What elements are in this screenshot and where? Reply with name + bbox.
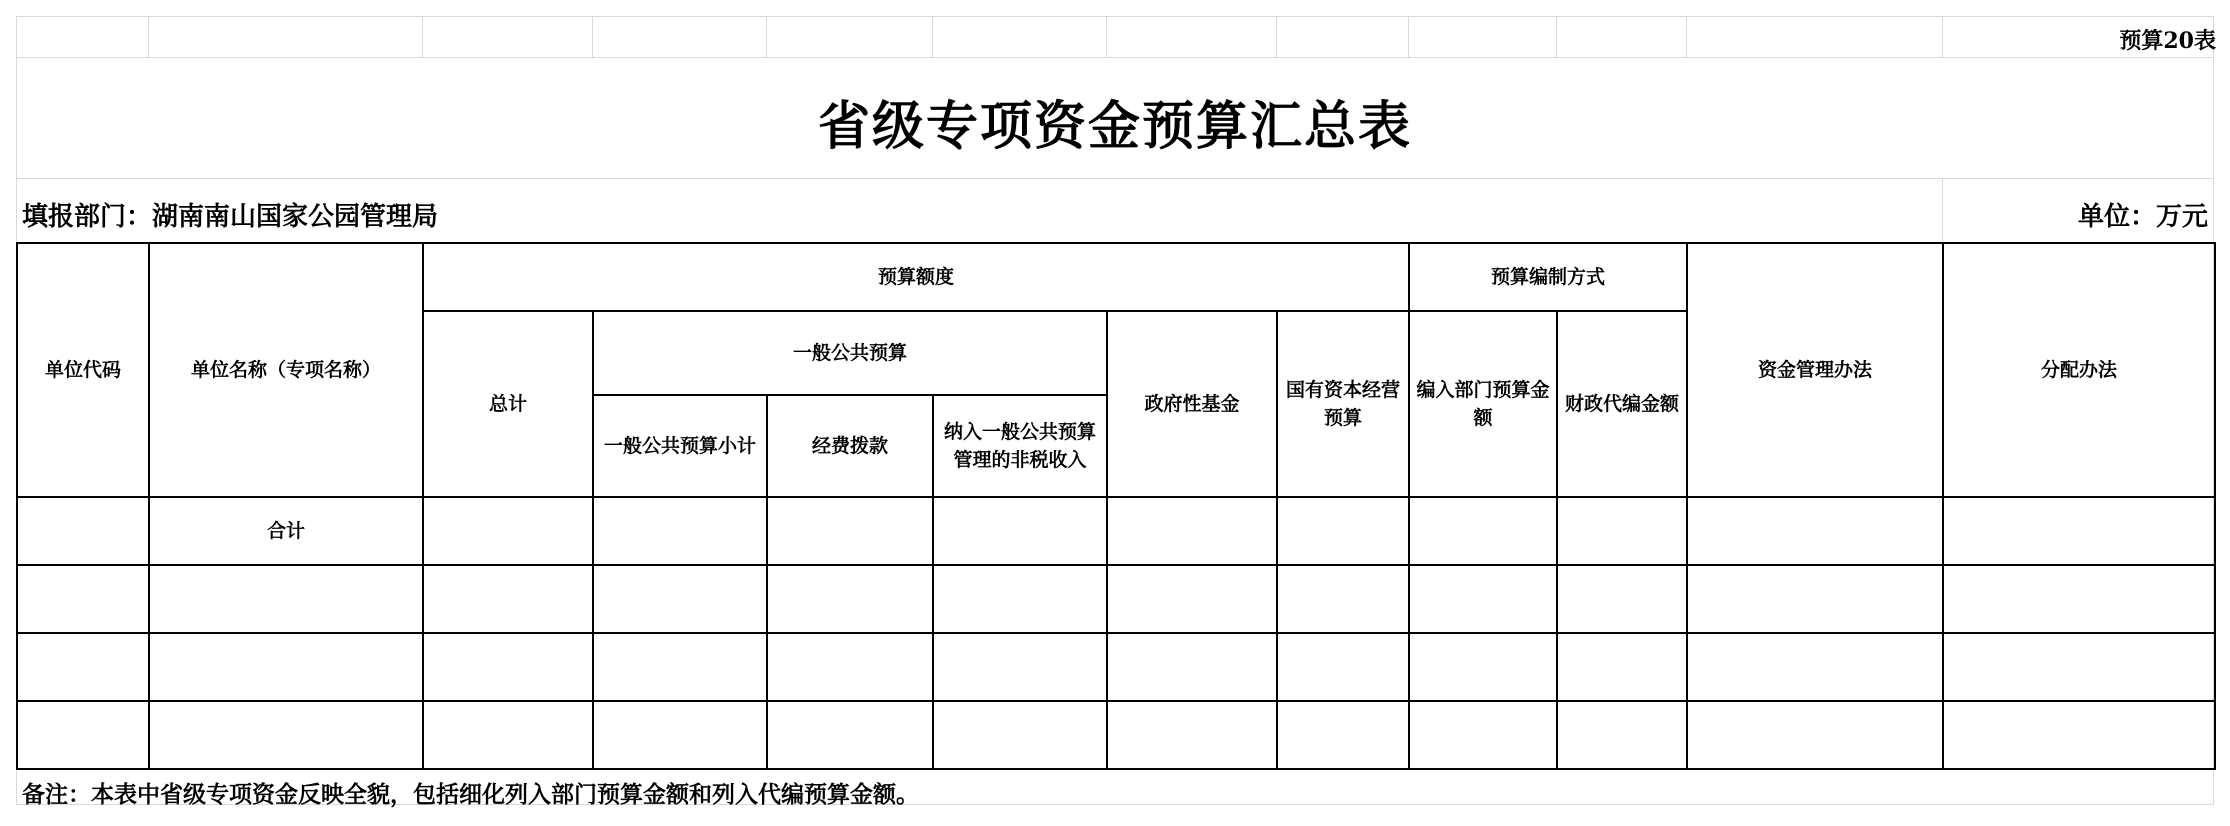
gridline: [16, 178, 2214, 179]
cell-dept-budget-amount[interactable]: [1409, 633, 1557, 701]
budget-summary-table: [16, 242, 2216, 770]
cell-funding-allocation[interactable]: [767, 633, 933, 701]
cell-total[interactable]: [423, 497, 593, 565]
cell-fund-management[interactable]: [1687, 701, 1943, 769]
cell-funding-allocation[interactable]: [767, 701, 933, 769]
cell-government-fund[interactable]: [1107, 701, 1277, 769]
table-row: [17, 565, 2215, 633]
gridline: [1556, 16, 1557, 57]
form-number: 预算20表: [2119, 28, 2216, 54]
cell-funding-allocation[interactable]: [767, 497, 933, 565]
cell-state-capital-budget[interactable]: [1277, 565, 1409, 633]
cell-finance-agency-amount[interactable]: [1557, 497, 1687, 565]
cell-total[interactable]: [423, 565, 593, 633]
gridline: [16, 57, 2214, 58]
gridline: [422, 16, 423, 57]
cell-unit-name[interactable]: [149, 565, 423, 633]
unit-label: 单位：万元: [2077, 202, 2208, 232]
cell-total[interactable]: [423, 701, 593, 769]
gridline: [766, 16, 767, 57]
cell-finance-agency-amount[interactable]: [1557, 701, 1687, 769]
cell-state-capital-budget[interactable]: [1277, 633, 1409, 701]
header-budget-method: 预算编制方式: [1409, 243, 1687, 311]
cell-allocation-method[interactable]: [1943, 565, 2215, 633]
gridline: [592, 16, 593, 57]
cell-allocation-method[interactable]: [1943, 633, 2215, 701]
header-allocation-method: 分配办法: [1943, 243, 2215, 497]
page-title: 省级专项资金预算汇总表: [817, 96, 1412, 157]
gridline: [932, 16, 933, 57]
gridline: [1942, 16, 1943, 57]
cell-unit-name[interactable]: 合计: [149, 497, 423, 565]
gridline: [1686, 16, 1687, 57]
cell-unit-code[interactable]: [17, 633, 149, 701]
cell-gpb-subtotal[interactable]: [593, 497, 767, 565]
header-unit-name: 单位名称（专项名称）: [149, 243, 423, 497]
header-unit-code: 单位代码: [17, 243, 149, 497]
header-dept-budget-amount: 编入部门预算金额: [1409, 311, 1557, 497]
header-row: [17, 243, 2215, 311]
cell-nontax-income[interactable]: [933, 497, 1107, 565]
cell-gpb-subtotal[interactable]: [593, 633, 767, 701]
cell-dept-budget-amount[interactable]: [1409, 701, 1557, 769]
cell-unit-code[interactable]: [17, 701, 149, 769]
gridline: [1408, 16, 1409, 57]
header-finance-agency-amount: 财政代编金额: [1557, 311, 1687, 497]
cell-gpb-subtotal[interactable]: [593, 565, 767, 633]
cell-dept-budget-amount[interactable]: [1409, 497, 1557, 565]
cell-fund-management[interactable]: [1687, 497, 1943, 565]
cell-gpb-subtotal[interactable]: [593, 701, 767, 769]
gridline: [1276, 16, 1277, 57]
header-funding-allocation: 经费拨款: [767, 395, 933, 497]
table-row: [17, 701, 2215, 769]
cell-nontax-income[interactable]: [933, 565, 1107, 633]
table-row: [17, 633, 2215, 701]
cell-funding-allocation[interactable]: [767, 565, 933, 633]
cell-nontax-income[interactable]: [933, 701, 1107, 769]
cell-fund-management[interactable]: [1687, 633, 1943, 701]
cell-government-fund[interactable]: [1107, 497, 1277, 565]
header-state-capital-budget: 国有资本经营预算: [1277, 311, 1409, 497]
cell-government-fund[interactable]: [1107, 565, 1277, 633]
cell-unit-name[interactable]: [149, 701, 423, 769]
header-government-fund: 政府性基金: [1107, 311, 1277, 497]
table-row: [17, 497, 2215, 565]
cell-state-capital-budget[interactable]: [1277, 497, 1409, 565]
gridline: [148, 16, 149, 57]
cell-finance-agency-amount[interactable]: [1557, 565, 1687, 633]
cell-unit-name[interactable]: [149, 633, 423, 701]
footnote: 备注：本表中省级专项资金反映全貌，包括细化列入部门预算金额和列入代编预算金额。: [22, 781, 919, 808]
header-gpb-subtotal: 一般公共预算小计: [593, 395, 767, 497]
cell-finance-agency-amount[interactable]: [1557, 633, 1687, 701]
cell-nontax-income[interactable]: [933, 633, 1107, 701]
cell-allocation-method[interactable]: [1943, 497, 2215, 565]
gridline: [1942, 178, 1943, 242]
cell-state-capital-budget[interactable]: [1277, 701, 1409, 769]
gridline: [16, 16, 2214, 17]
cell-fund-management[interactable]: [1687, 565, 1943, 633]
gridline: [1106, 16, 1107, 57]
header-nontax-income: 纳入一般公共预算管理的非税收入: [933, 395, 1107, 497]
header-general-public-budget: 一般公共预算: [593, 311, 1107, 395]
cell-dept-budget-amount[interactable]: [1409, 565, 1557, 633]
cell-unit-code[interactable]: [17, 497, 149, 565]
cell-allocation-method[interactable]: [1943, 701, 2215, 769]
header-total: 总计: [423, 311, 593, 497]
header-budget-amount: 预算额度: [423, 243, 1409, 311]
cell-government-fund[interactable]: [1107, 633, 1277, 701]
cell-total[interactable]: [423, 633, 593, 701]
department-label: 填报部门：湖南南山国家公园管理局: [22, 202, 439, 232]
header-fund-management: 资金管理办法: [1687, 243, 1943, 497]
cell-unit-code[interactable]: [17, 565, 149, 633]
